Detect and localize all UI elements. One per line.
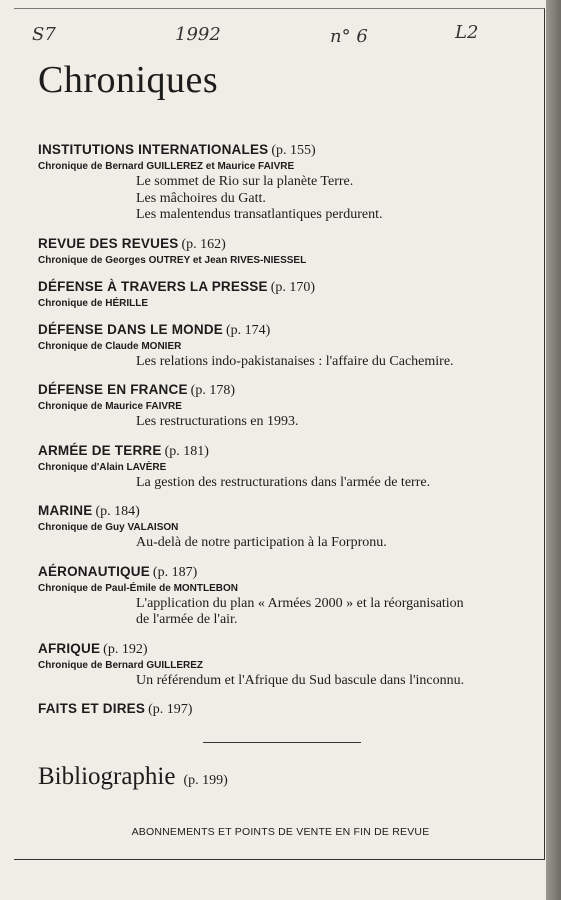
- footer-note: ABONNEMENTS ET POINTS DE VENTE EN FIN DE REVUE: [131, 826, 430, 838]
- chronicle-topic: L'application du plan « Armées 2000 » et la réorganisation: [136, 595, 464, 611]
- chronicle-heading: [38, 442, 538, 461]
- chronicle-topics: [136, 673, 538, 690]
- chronicle-topics: [136, 174, 538, 224]
- chronicle-topic: de l'armée de l'air.: [136, 612, 238, 627]
- chronicle-heading: [38, 381, 538, 400]
- binding-shadow: [546, 0, 561, 900]
- chronicle-heading: [38, 321, 538, 340]
- chronicle-heading: [38, 640, 538, 659]
- chronicle-page: (p. 155): [271, 143, 316, 158]
- chronicle-topic: Les restructurations en 1993.: [136, 414, 299, 429]
- chronicle-author: Chronique de Guy VALAISON: [38, 522, 179, 533]
- chronicle-page: (p. 178): [190, 383, 235, 398]
- chronicle-topic: Au-delà de notre participation à la Forpronu.: [136, 535, 387, 550]
- chronicle-section: [38, 700, 538, 719]
- chronicle-page: (p. 162): [181, 236, 226, 252]
- chronicle-title: DÉFENSE DANS LE MONDE: [38, 321, 223, 337]
- chronicle-author: Chronique de HÉRILLE: [38, 297, 148, 309]
- chronicle-section: [38, 442, 538, 492]
- chronicle-section: [38, 502, 538, 552]
- chronicle-title: ARMÉE DE TERRE: [38, 442, 162, 458]
- chronicle-heading: [38, 278, 538, 297]
- chronicle-author: Chronique de Paul-Émile de MONTLEBON: [38, 582, 239, 594]
- chronicle-title: AFRIQUE: [38, 640, 101, 656]
- bibliography-heading: [38, 763, 228, 791]
- chronicle-topic: La gestion des restructurations dans l'armée de terre.: [136, 474, 431, 490]
- chronicle-title: INSTITUTIONS INTERNATIONALES: [38, 142, 269, 157]
- chronicle-section: [38, 381, 538, 431]
- chronicle-author: Chronique de Claude MONIER: [38, 340, 182, 352]
- chronicle-author: Chronique de Bernard GUILLEREZ: [38, 659, 204, 671]
- chronicle-section: [38, 640, 538, 690]
- chronicle-topic: Les relations indo-pakistanaises : l'affaire du Cachemire.: [136, 353, 454, 369]
- handwritten-issue: n° 6: [330, 26, 368, 47]
- chronicle-title: DÉFENSE À TRAVERS LA PRESSE: [38, 278, 268, 294]
- chronicle-heading: [38, 563, 538, 582]
- chronicle-topic: Un référendum et l'Afrique du Sud bascule dans l'inconnu.: [136, 672, 465, 688]
- chronicle-title: DÉFENSE EN FRANCE: [38, 382, 188, 397]
- chronicle-topic: Les mâchoires du Gatt.: [136, 190, 266, 206]
- chronicle-page: (p. 174): [225, 322, 271, 338]
- chronicle-topics: [136, 475, 538, 492]
- chronicle-title: AÉRONAUTIQUE: [38, 563, 150, 579]
- chronicle-page: (p. 184): [95, 504, 140, 519]
- chronicle-page: (p. 192): [103, 641, 148, 657]
- chronicle-heading: [38, 141, 538, 160]
- divider: [203, 742, 361, 743]
- chronicle-page: (p. 187): [152, 564, 198, 580]
- chronicle-section: [38, 321, 538, 371]
- chronicle-section: [38, 278, 538, 310]
- chronicle-title: MARINE: [38, 503, 93, 518]
- chronicle-topics: [136, 596, 538, 629]
- chronicle-author: Chronique de Maurice FAIVRE: [38, 401, 182, 412]
- handwritten-note: S7: [32, 24, 56, 45]
- chronicle-page: (p. 181): [164, 443, 209, 459]
- chronicle-author: Chronique d'Alain LAVÈRE: [38, 461, 167, 473]
- handwritten-year: 1992: [175, 24, 221, 45]
- chronicle-topic: Le sommet de Rio sur la planète Terre.: [136, 174, 354, 189]
- chronicle-section: [38, 563, 538, 629]
- chronicle-author: Chronique de Georges OUTREY et Jean RIVES-NIESSEL: [38, 254, 307, 266]
- chronicle-section: [38, 235, 538, 267]
- chronicles-list: [38, 141, 538, 730]
- chronicle-heading: [38, 235, 538, 254]
- chronicle-heading: [38, 700, 538, 719]
- chronicle-topics: [136, 535, 538, 552]
- chronicle-heading: [38, 502, 538, 521]
- chronicle-topics: [136, 414, 538, 431]
- chronicle-topic: Les malentendus transatlantiques perdurent.: [136, 207, 383, 222]
- handwritten-mark: L2: [455, 22, 479, 43]
- bibliography-title: Bibliographie: [38, 763, 176, 790]
- bibliography-page: (p. 199): [183, 773, 228, 788]
- page-title: Chroniques: [38, 59, 219, 101]
- chronicle-page: (p. 170): [270, 279, 316, 295]
- chronicle-title: REVUE DES REVUES: [38, 235, 179, 251]
- chronicle-topics: [136, 354, 538, 371]
- chronicle-title: FAITS ET DIRES: [38, 701, 146, 716]
- chronicle-page: (p. 197): [148, 702, 193, 717]
- chronicle-author: Chronique de Bernard GUILLEREZ et Maurice FAIVRE: [38, 161, 295, 172]
- chronicle-section: [38, 141, 538, 224]
